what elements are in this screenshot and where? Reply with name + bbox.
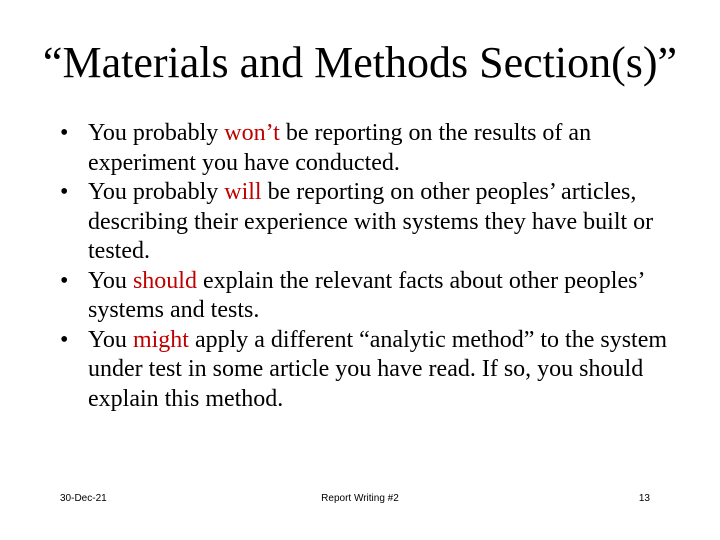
- bullet-marker: •: [60, 120, 69, 146]
- bullet-highlight: should: [132, 267, 197, 294]
- bullet-item: [56, 267, 686, 326]
- bullet-text: You: [88, 267, 133, 294]
- bullet-text: be reporting on other peoples’ articles, describing their experience with systems they have built or tested.: [88, 179, 654, 264]
- bullet-marker: •: [60, 179, 69, 205]
- bullet-highlight: might: [132, 326, 189, 353]
- bullet-item: [56, 178, 686, 267]
- bullet-highlight: will: [224, 179, 262, 205]
- slide-title: “Materials and Methods Section(s)”: [42, 38, 678, 87]
- bullet-text: You probably: [88, 120, 225, 146]
- bullet-text: explain the relevant facts about other peoples’ systems and tests.: [88, 267, 644, 323]
- footer-date: 30-Dec-21: [60, 493, 107, 504]
- bullet-item: [56, 326, 686, 415]
- bullet-list: [56, 119, 686, 414]
- bullet-text: be reporting on the results of an experiment you have conducted.: [88, 120, 592, 176]
- bullet-marker: •: [60, 326, 69, 353]
- bullet-item: [56, 119, 686, 178]
- footer-title: Report Writing #2: [321, 493, 399, 504]
- bullet-text: You: [88, 326, 133, 353]
- bullet-text: You probably: [88, 179, 225, 205]
- bullet-highlight: won’t: [224, 120, 280, 146]
- bullet-marker: •: [60, 267, 69, 294]
- bullet-text: apply a different “analytic method” to the system under test in some article you have read. If so, you should explain this method.: [88, 326, 668, 412]
- page-number: 13: [638, 493, 650, 504]
